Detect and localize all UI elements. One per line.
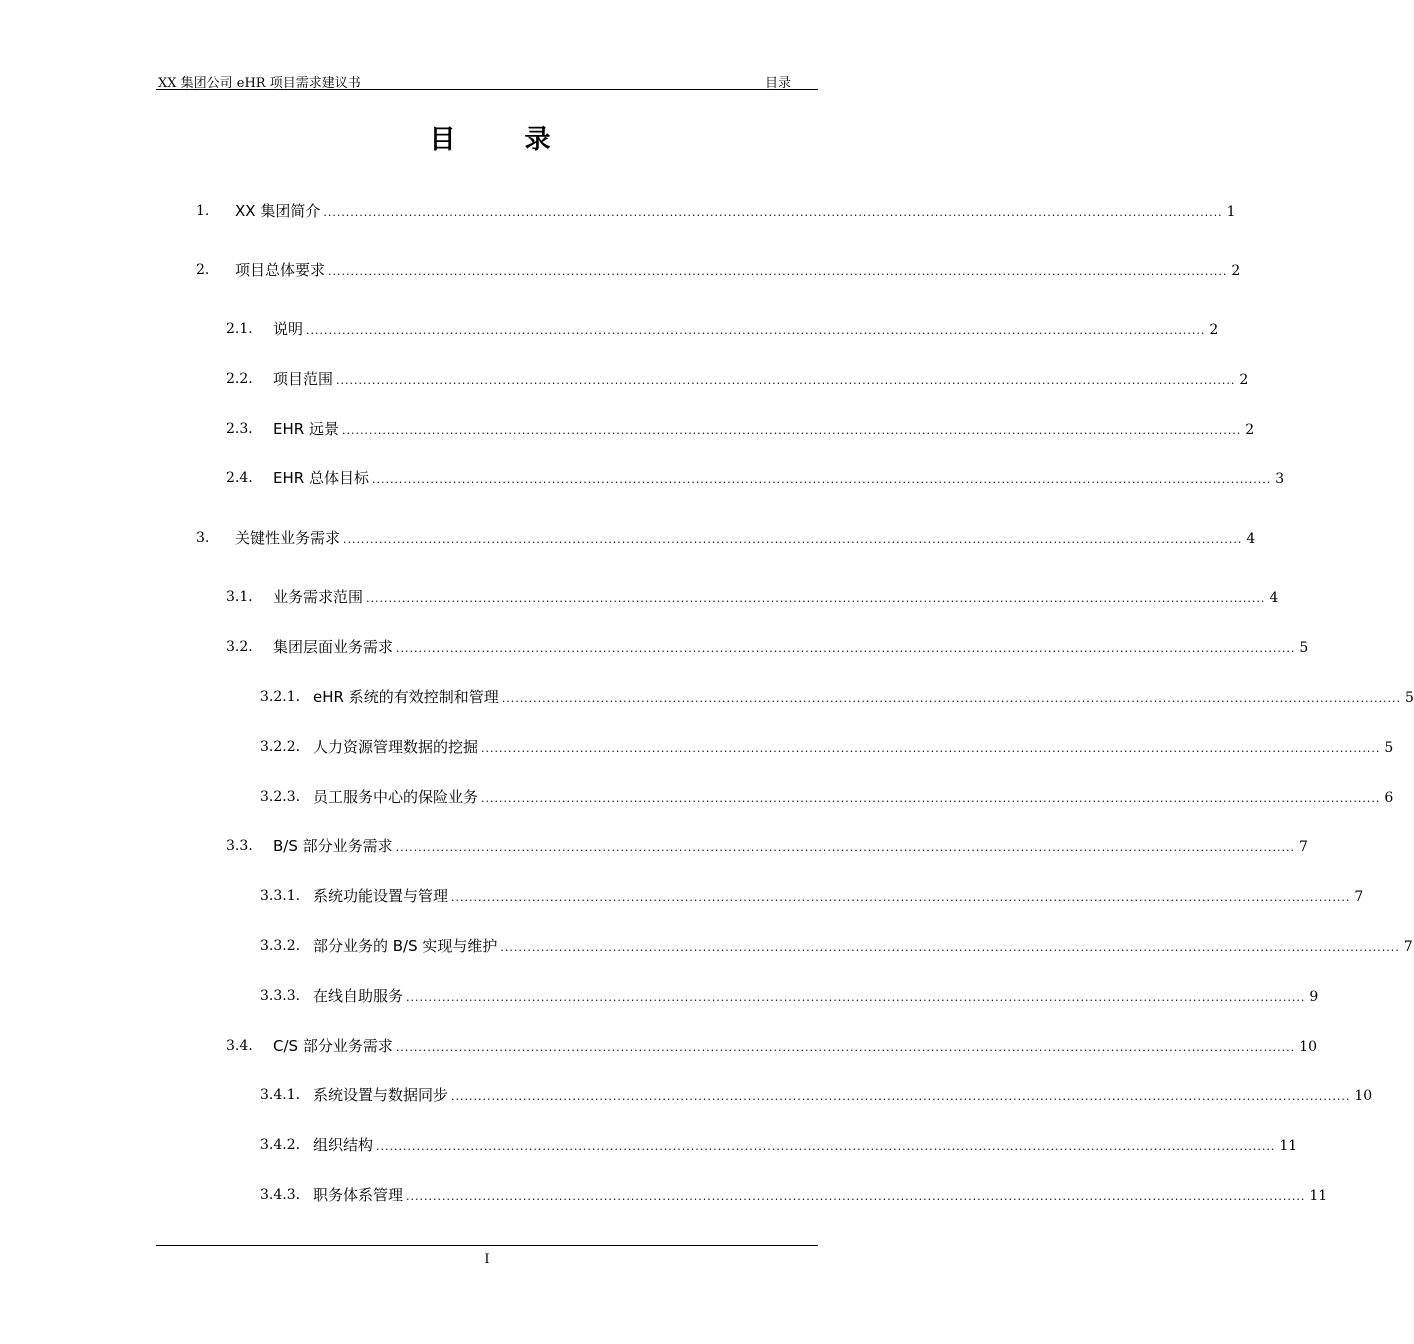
toc-entry-number: 3. xyxy=(196,530,210,546)
toc-leader-dots: ........................................................................................................................................................................................................ xyxy=(328,265,1228,278)
toc-entry-title: 项目范围 xyxy=(273,370,334,388)
toc-entry-page: 6 xyxy=(1384,790,1394,806)
toc-entry-title: 组织结构 xyxy=(313,1136,374,1154)
toc-entry-title: 系统功能设置与管理 xyxy=(313,887,449,905)
toc-leader-dots: ........................................................................................................................................................................................................ xyxy=(451,891,1351,904)
toc-entry-title: C/S 部分业务需求 xyxy=(273,1037,393,1055)
toc-leader-dots: ........................................................................................................................................................................................................ xyxy=(366,592,1266,605)
toc-entry-page: 2 xyxy=(1209,322,1219,338)
toc-entry-title: 人力资源管理数据的挖掘 xyxy=(313,738,479,756)
toc-leader-dots: ........................................................................................................................................................................................................ xyxy=(341,424,1242,437)
toc-entry-title: B/S 部分业务需求 xyxy=(273,837,393,855)
toc-entry-page: 5 xyxy=(1405,690,1414,706)
toc-entry-page: 11 xyxy=(1309,1188,1328,1204)
toc-entry-page: 2 xyxy=(1231,263,1241,279)
toc-entry[interactable] xyxy=(226,467,1285,489)
toc-entry-number: 2.2. xyxy=(226,371,253,387)
toc-entry-number: 3.3. xyxy=(226,838,253,854)
toc-entry-number: 3.2.3. xyxy=(260,789,301,805)
toc-entry-page: 7 xyxy=(1403,939,1413,955)
toc-entry-number: 3.4. xyxy=(226,1038,253,1054)
toc-entry-page: 7 xyxy=(1298,839,1308,855)
toc-entry-page: 2 xyxy=(1239,372,1249,388)
toc-entry[interactable] xyxy=(260,935,1413,957)
toc-entry-number: 1. xyxy=(196,203,210,219)
toc-leader-dots: ........................................................................................................................................................................................................ xyxy=(481,742,1381,755)
toc-entry[interactable] xyxy=(226,1035,1317,1057)
toc-entry-page: 3 xyxy=(1275,471,1285,487)
toc-leader-dots: ........................................................................................................................................................................................................ xyxy=(395,841,1295,854)
toc-leader-dots: ........................................................................................................................................................................................................ xyxy=(396,642,1296,655)
toc-entry-page: 10 xyxy=(1299,1039,1317,1055)
toc-entry[interactable] xyxy=(226,368,1249,390)
toc-entry-number: 2.1. xyxy=(226,321,253,337)
toc-leader-dots: ........................................................................................................................................................................................................ xyxy=(481,792,1381,805)
toc-entry-title: XX 集团简介 xyxy=(235,202,321,220)
toc-entry[interactable] xyxy=(260,1134,1298,1156)
toc-leader-dots: ........................................................................................................................................................................................................ xyxy=(451,1090,1351,1103)
toc-leader-dots: ........................................................................................................................................................................................................ xyxy=(500,941,1400,954)
toc-entry[interactable] xyxy=(260,686,1414,708)
toc-leader-dots: ........................................................................................................................................................................................................ xyxy=(501,692,1402,705)
toc-leader-dots: ........................................................................................................................................................................................................ xyxy=(323,206,1223,219)
toc-entry-number: 3.2.1. xyxy=(260,689,301,705)
toc-entry-page: 11 xyxy=(1279,1138,1298,1154)
toc-entry-number: 2.4. xyxy=(226,470,253,486)
toc-entry-page: 1 xyxy=(1226,204,1236,220)
toc-entry-number: 3.3.3. xyxy=(260,988,301,1004)
toc-leader-dots: ........................................................................................................................................................................................................ xyxy=(343,533,1243,546)
toc-entry-page: 5 xyxy=(1384,740,1394,756)
toc-entry[interactable] xyxy=(226,586,1279,608)
toc-entry-title: EHR 总体目标 xyxy=(273,469,369,487)
toc-entry-title: EHR 远景 xyxy=(273,420,339,438)
page-footer xyxy=(156,1245,818,1267)
toc-entry-page: 9 xyxy=(1309,989,1319,1005)
toc-entry[interactable] xyxy=(260,786,1394,808)
toc-entry-page: 4 xyxy=(1246,531,1256,547)
toc-entry-number: 3.2. xyxy=(226,639,253,655)
toc-leader-dots: ........................................................................................................................................................................................................ xyxy=(395,1041,1296,1054)
toc-entry[interactable] xyxy=(226,835,1308,857)
toc-entry[interactable] xyxy=(260,1184,1328,1206)
toc-entry[interactable] xyxy=(260,736,1394,758)
toc-entry-number: 2.3. xyxy=(226,421,253,437)
toc-entry-number: 3.2.2. xyxy=(260,739,301,755)
footer-page-number: I xyxy=(484,1252,490,1267)
toc-leader-dots: ........................................................................................................................................................................................................ xyxy=(336,374,1236,387)
toc-entry[interactable] xyxy=(196,527,1256,549)
toc-entry-title: 职务体系管理 xyxy=(313,1186,404,1204)
toc-leader-dots: ........................................................................................................................................................................................................ xyxy=(406,991,1306,1004)
toc-entry-title: 部分业务的 B/S 实现与维护 xyxy=(313,937,498,955)
toc-leader-dots: ........................................................................................................................................................................................................ xyxy=(406,1190,1306,1203)
toc-entry-number: 3.3.2. xyxy=(260,938,301,954)
toc-entry[interactable] xyxy=(226,318,1219,340)
toc-leader-dots: ........................................................................................................................................................................................................ xyxy=(306,324,1206,337)
toc-entry-number: 3.1. xyxy=(226,589,253,605)
toc-entry[interactable] xyxy=(260,1084,1373,1106)
toc-entry-number: 2. xyxy=(196,262,210,278)
toc-entry-page: 5 xyxy=(1299,640,1309,656)
toc-leader-dots: ........................................................................................................................................................................................................ xyxy=(376,1140,1276,1153)
toc-entry[interactable] xyxy=(196,259,1241,281)
toc-entry-page: 2 xyxy=(1245,422,1255,438)
toc-entry[interactable] xyxy=(260,885,1364,907)
toc-entry-title: 系统设置与数据同步 xyxy=(313,1086,449,1104)
toc-entry-number: 3.4.1. xyxy=(260,1087,301,1103)
toc-entry-title: 说明 xyxy=(273,320,304,338)
toc-entry-title: 业务需求范围 xyxy=(273,588,364,606)
toc-leader-dots: ........................................................................................................................................................................................................ xyxy=(371,473,1272,486)
toc-entry-number: 3.4.3. xyxy=(260,1187,301,1203)
header-section-name: 目录 xyxy=(764,76,791,91)
toc-entry-page: 7 xyxy=(1354,889,1364,905)
toc-entry-page: 4 xyxy=(1269,590,1279,606)
toc-entry-title: 关键性业务需求 xyxy=(235,529,341,547)
toc-entry[interactable] xyxy=(196,200,1236,222)
toc-entry-number: 3.4.2. xyxy=(260,1137,301,1153)
header-document-title: XX 集团公司 eHR 项目需求建议书 xyxy=(158,76,361,91)
toc-entry[interactable] xyxy=(226,418,1255,440)
toc-entry-title: 员工服务中心的保险业务 xyxy=(313,788,479,806)
toc-entry-title: 在线自助服务 xyxy=(313,987,404,1005)
toc-title: 目 录 xyxy=(429,125,581,155)
toc-entry-title: 集团层面业务需求 xyxy=(273,638,394,656)
toc-entry-page: 10 xyxy=(1354,1088,1373,1104)
toc-entry[interactable] xyxy=(226,636,1309,658)
toc-entry-title: 项目总体要求 xyxy=(235,261,326,279)
toc-entry-title: eHR 系统的有效控制和管理 xyxy=(313,688,499,706)
toc-entry-number: 3.3.1. xyxy=(260,888,301,904)
toc-entry[interactable] xyxy=(260,985,1319,1007)
